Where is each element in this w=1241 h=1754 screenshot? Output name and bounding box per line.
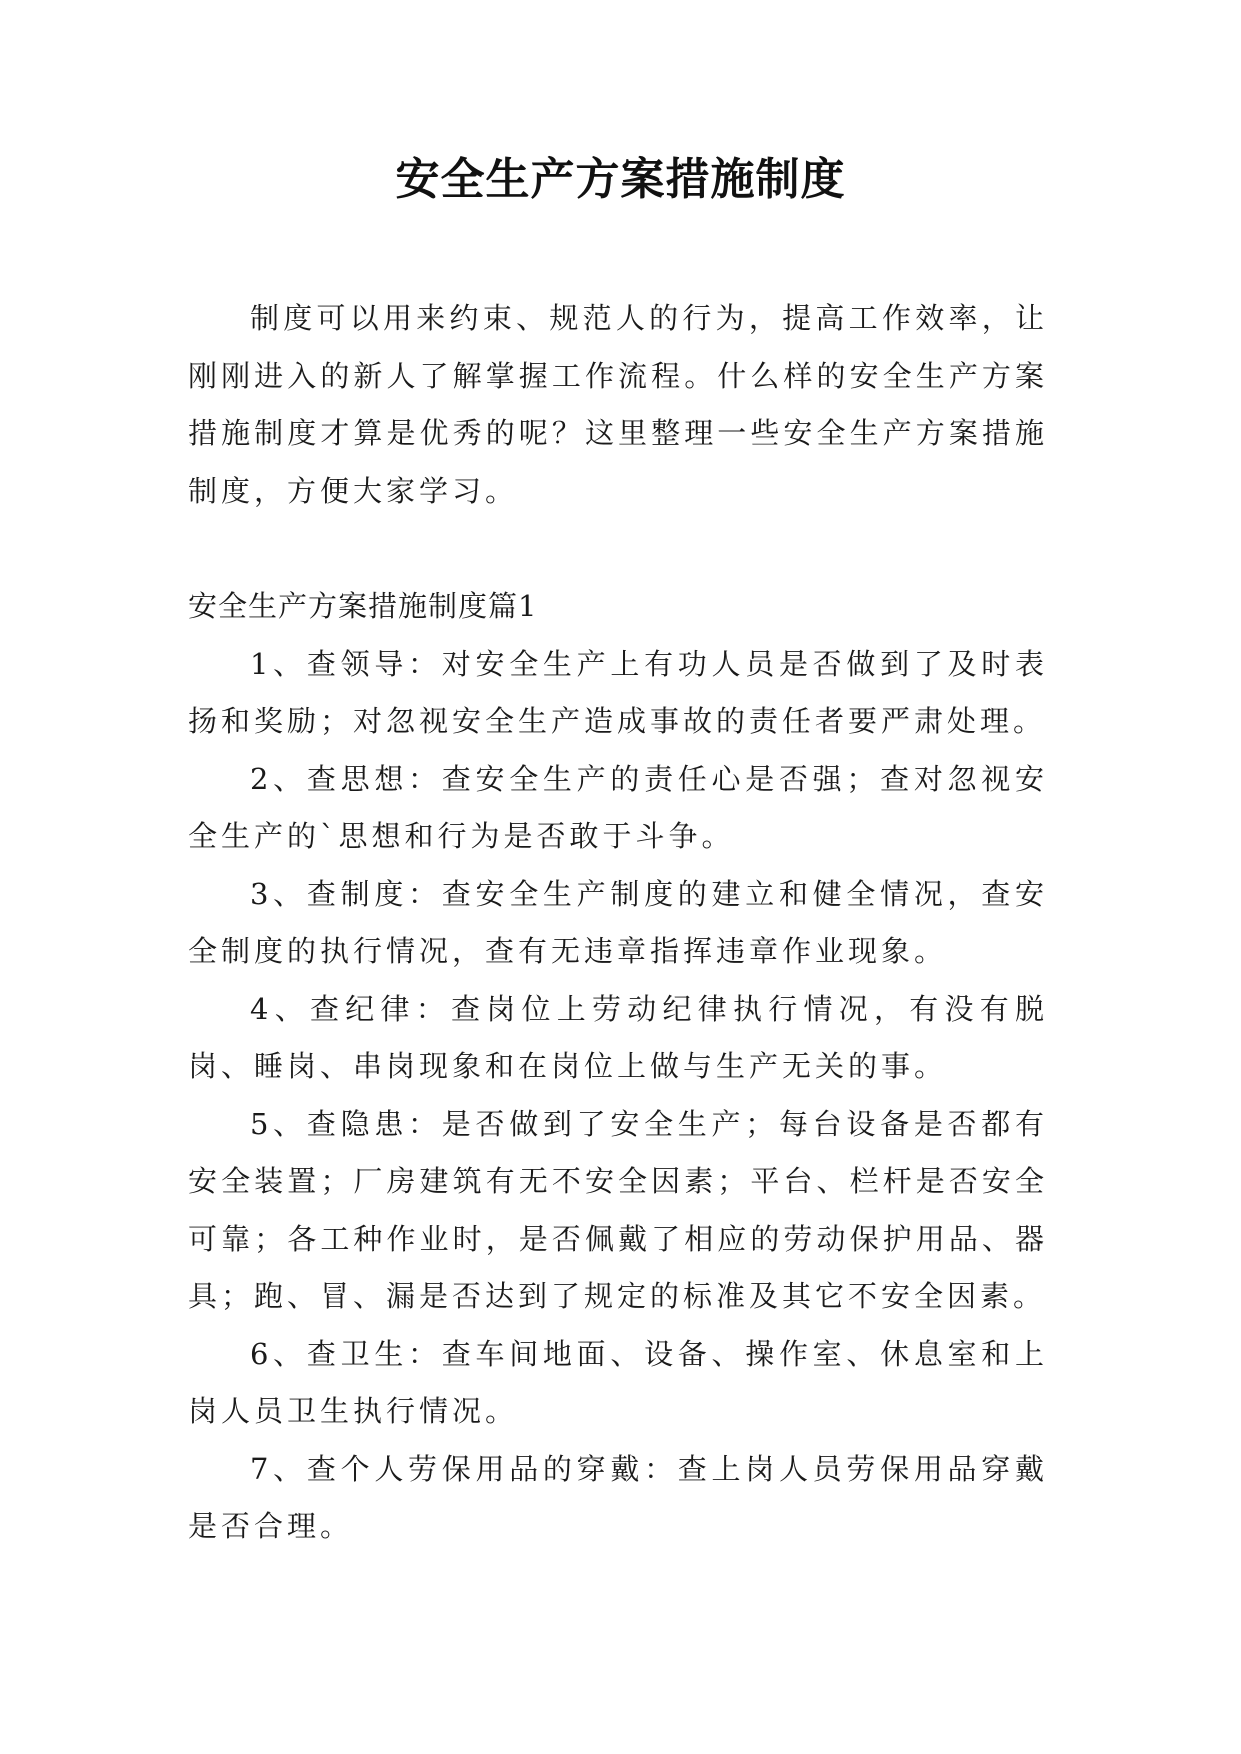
document-body: [188, 290, 1048, 1556]
list-item: 6、查卫生：查车间地面、设备、操作室、休息室和上岗人员卫生执行情况。: [188, 1336, 1048, 1428]
intro-paragraph: 制度可以用来约束、规范人的行为，提高工作效率，让刚刚进入的新人了解掌握工作流程。什么样的安全生产方案措施制度才算是优秀的呢？这里整理一些安全生产方案措施制度，方便大家学习。: [188, 301, 1048, 508]
list-item: 3、查制度：查安全生产制度的建立和健全情况，查安全制度的执行情况，查有无违章指挥违章作业现象。: [188, 876, 1048, 968]
list-item: 1、查领导：对安全生产上有功人员是否做到了及时表扬和奖励；对忽视安全生产造成事故的责任者要严肃处理。: [188, 646, 1048, 738]
list-item: 4、查纪律：查岗位上劳动纪律执行情况，有没有脱岗、睡岗、串岗现象和在岗位上做与生产无关的事。: [188, 991, 1048, 1083]
list-item: 2、查思想：查安全生产的责任心是否强；查对忽视安全生产的`思想和行为是否敢于斗争。: [188, 761, 1048, 853]
section-heading: 安全生产方案措施制度篇1: [188, 589, 538, 623]
document-title: 安全生产方案措施制度: [395, 154, 846, 205]
list-item: 5、查隐患：是否做到了安全生产；每台设备是否都有安全装置；厂房建筑有无不安全因素；平台、栏杆是否安全可靠；各工种作业时，是否佩戴了相应的劳动保护用品、器具；跑、冒、漏是否达到了规定的标准及其它不安全因素。: [188, 1106, 1048, 1313]
list-item: 7、查个人劳保用品的穿戴：查上岗人员劳保用品穿戴是否合理。: [188, 1451, 1048, 1543]
